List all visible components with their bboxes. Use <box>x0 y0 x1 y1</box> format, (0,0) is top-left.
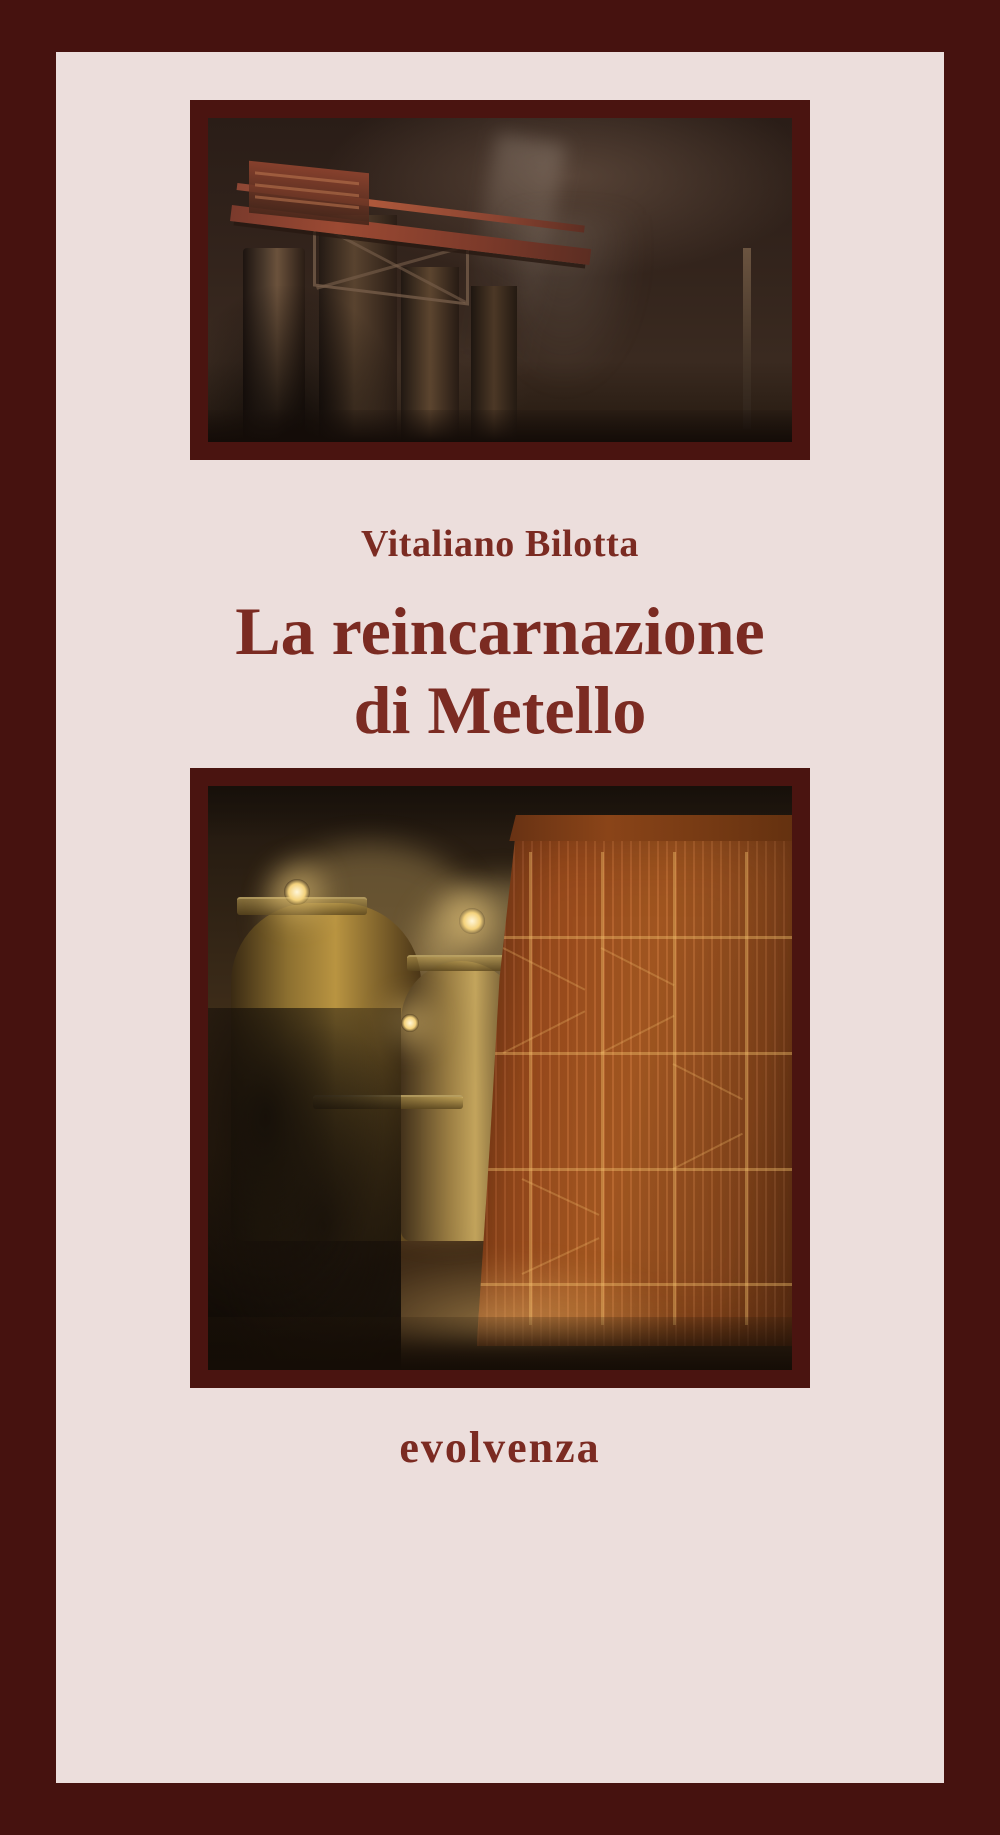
cover-inner-panel <box>56 52 944 1783</box>
lattice-hline-3 <box>483 1168 792 1171</box>
bottom-image-frame <box>190 768 810 1388</box>
industrial-gantry-night-photo <box>208 118 792 442</box>
page-title <box>235 592 764 750</box>
lattice-brace-3 <box>600 947 674 986</box>
lattice-vline-4 <box>745 852 748 1325</box>
mast-pole <box>743 248 751 429</box>
floodlight-1 <box>284 879 310 905</box>
lattice-brace-7 <box>522 1178 600 1216</box>
lattice-brace-4 <box>600 1015 674 1054</box>
foreground-foliage <box>208 1008 401 1370</box>
lattice-hline-1 <box>496 936 792 939</box>
lattice-brace-6 <box>672 1132 743 1169</box>
lattice-brace-5 <box>672 1063 743 1100</box>
top-image-frame <box>190 100 810 460</box>
vessel-platform-2 <box>407 955 517 971</box>
lattice-brace-2 <box>502 1011 584 1054</box>
deck-rail-1 <box>255 171 359 185</box>
lattice-brace-1 <box>502 947 584 990</box>
title-line-1: La reincarnazione <box>235 593 765 669</box>
deck-rail-2 <box>255 183 359 197</box>
tower-top-cap <box>477 815 792 841</box>
title-line-2: di Metello <box>353 671 647 748</box>
ground-line <box>208 1317 792 1370</box>
floodlight-3 <box>401 1014 419 1032</box>
deck-rail-3 <box>255 195 359 209</box>
ground-shadow <box>208 410 792 442</box>
lattice-hline-2 <box>490 1052 792 1055</box>
blast-furnace-cooling-tower-photo <box>208 786 792 1370</box>
author-name: Vitaliano Bilotta <box>361 523 639 565</box>
publisher-logo: evolvenza <box>399 1422 601 1472</box>
